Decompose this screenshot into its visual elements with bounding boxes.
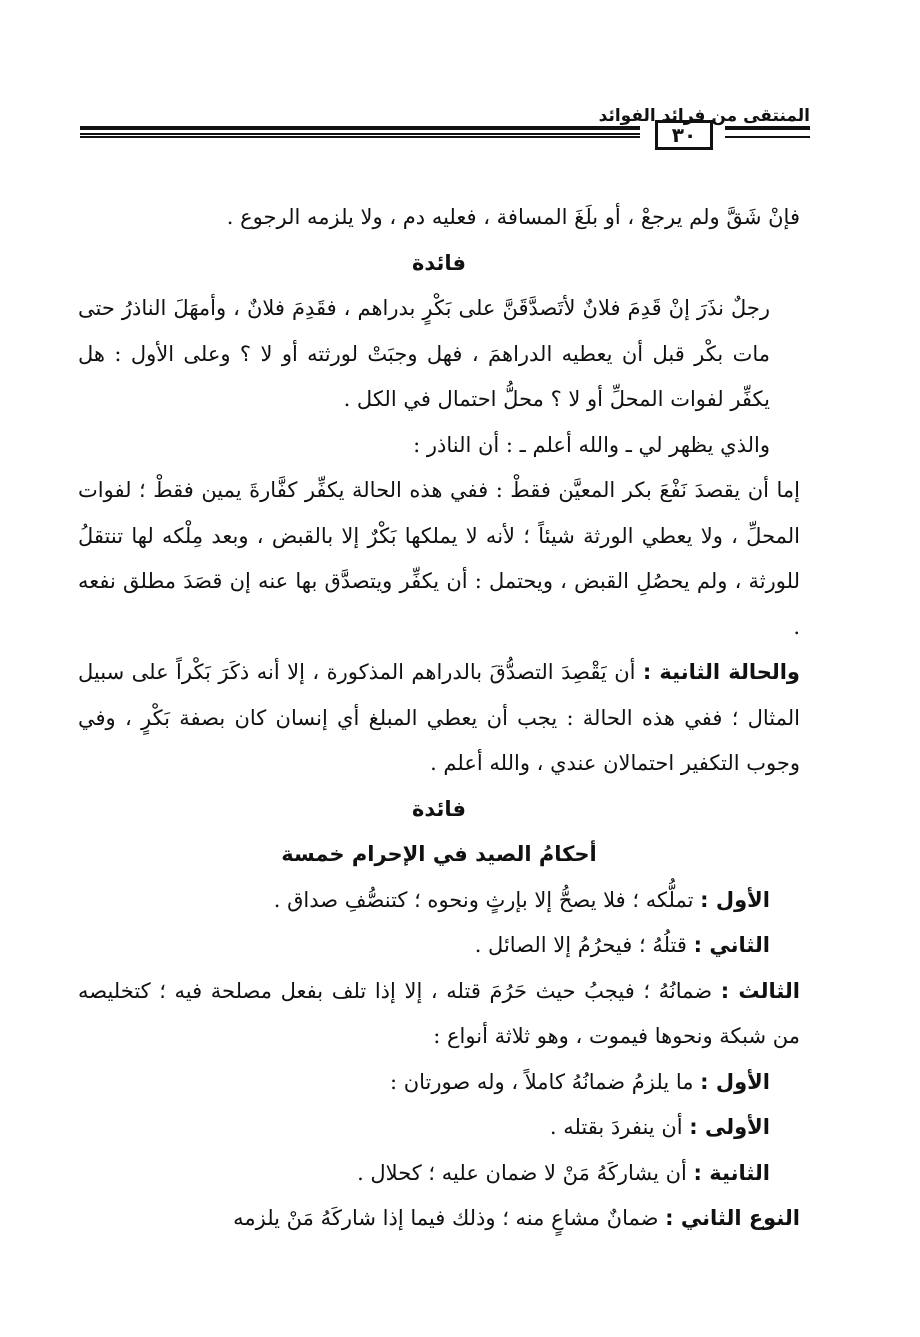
list-item: الأول : ما يلزمُ ضمانُهُ كاملاً ، وله صورتان : bbox=[389, 1069, 770, 1094]
intro-line: فإنْ شَقَّ ولم يرجعْ ، أو بلَغَ المسافة ، فعليه دم ، ولا يلزمه الرجوع . bbox=[226, 205, 800, 229]
page-header bbox=[80, 98, 810, 168]
list-item: الثالث : ضمانُهُ ؛ فيجبُ حيث حَرُمَ قتله ، إلا إذا تلف بفعل مصلحة فيه ؛ كتخليصه من شبكة ونحوها فيموت ، وهو ثلاثة أنواع : bbox=[78, 978, 800, 1048]
list-item: النوع الثاني : ضمانٌ مشاعٍ منه ؛ وذلك فيما إذا شاركَهُ مَنْ يلزمه bbox=[233, 1206, 800, 1230]
list-item: الأول : تملُّكه ؛ فلا يصحُّ إلا بإرثٍ ونحوه ؛ كتنصُّفِ صداق . bbox=[273, 887, 770, 912]
header-rule-right bbox=[725, 126, 810, 138]
case-two-text: أن يَقْصِدَ التصدُّقَ بالدراهم المذكورة ، إلا أنه ذكَرَ بَكْراً على سبيل المثال ؛ ففي هذه الحالة : يجب أن يعطي المبلغ أي إنسان كان بصفة بَكْرٍ ، وفي وجوب التكفير احتمالان عندي ، والله أعلم . bbox=[78, 660, 800, 775]
page-body bbox=[78, 195, 800, 1242]
list-item: الأولى : أن ينفردَ بقتله . bbox=[549, 1115, 770, 1139]
paragraph-vow: رجلٌ نذَرَ إنْ قَدِمَ فلانٌ لأتَصدَّقَنَّ على بَكْرٍ بدراهم ، فقَدِمَ فلانٌ ، وأمهَلَ الناذرُ حتى مات بكْر قبل أن يعطيه الدراهمَ ، فهل وجبَتْ لورثته أو لا ؟ وعلى الأول : هل يكفِّر لفوات المحلِّ أو لا ؟ محلُّ احتمال في الكل . bbox=[78, 296, 770, 411]
paragraph-opinion: والذي يظهر لي ـ والله أعلم ـ : أن الناذر : bbox=[413, 432, 770, 457]
header-rule-left bbox=[80, 126, 640, 138]
list-item: الثانية : أن يشاركَهُ مَنْ لا ضمان عليه ؛ كحلال . bbox=[357, 1160, 770, 1185]
heading-faida-2: فائدة bbox=[411, 796, 467, 821]
page-number: ٣٠ bbox=[655, 120, 713, 150]
running-title: المنتقى من فرائد الفوائد bbox=[598, 106, 810, 126]
paragraph-case-two bbox=[78, 650, 800, 787]
case-two-label: والحالة الثانية : bbox=[642, 660, 800, 684]
heading-hunting-rules: أحكامُ الصيد في الإحرام خمسة bbox=[281, 842, 597, 866]
list-item: الثاني : قتلُهُ ؛ فيحرُمُ إلا الصائل . bbox=[474, 933, 770, 957]
heading-faida-1: فائدة bbox=[411, 250, 467, 275]
paragraph-case-one: إما أن يقصدَ نَفْعَ بكر المعيَّن فقطْ : ففي هذه الحالة يكفِّر كفَّارةَ يمين فقطْ ؛ لفوات المحلِّ ، ولا يعطي الورثة شيئاً ؛ لأنه لا يملكها بَكْرٌ إلا بالقبض ، وبعد مِلْكه لها تنتقلُ للورثة ، ولم يحصُلِ القبض ، ويحتمل : أن يكفِّر ويتصدَّق بها عنه إن قصَدَ مطلق نفعه . bbox=[78, 478, 800, 639]
